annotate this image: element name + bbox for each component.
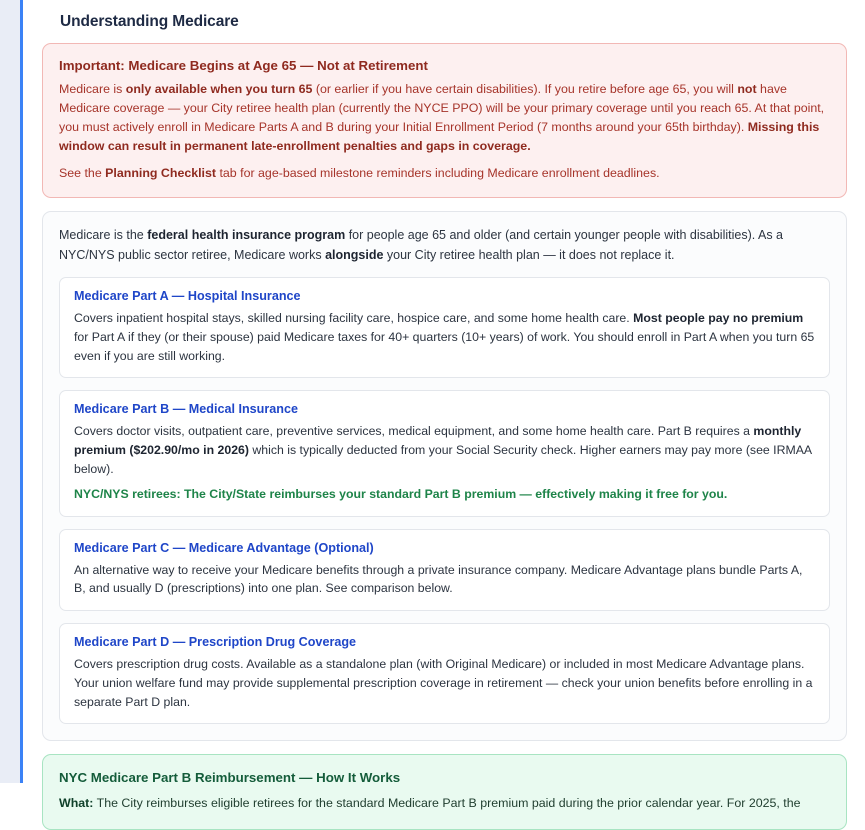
part-d-body: Covers prescription drug costs. Available as a standalone plan (with Original Medicare) or included in most Medicare Advantage plans. Your union welfare fund may provide supplemental prescription coverage in retirement — check your union benefits before enrolling in a separate Part D plan. (74, 657, 813, 709)
alert-paragraph-checklist (59, 164, 830, 183)
part-a-bold1: Most people pay no premium (633, 311, 804, 326)
part-b-title: Medicare Part B — Medical Insurance (74, 402, 298, 417)
part-a-body (74, 309, 815, 365)
intro-bold2: alongside (325, 247, 384, 262)
part-b-seg2: which is typically deducted from your Social Security check. Higher earners may pay more (see IRMAA below). (74, 442, 812, 476)
alert-p1-bold2: not (737, 82, 757, 96)
intro-seg3: your City retiree health plan — it does not replace it. (383, 247, 675, 262)
part-a-seg2: for Part A if they (or their spouse) paid Medicare taxes for 40+ quarters (10+ years) of work. You should enroll in Part A when you turn 65 even if you are still working. (74, 329, 815, 363)
medicare-overview-card (42, 211, 847, 741)
part-b-seg1: Covers doctor visits, outpatient care, preventive services, medical equipment, and some home health care. Part B requires a (74, 424, 754, 439)
reimbursement-title: NYC Medicare Part B Reimbursement — How It Works (59, 770, 401, 786)
part-b-premium-bold: monthly premium ($202.90/mo in 2026) (74, 424, 802, 457)
content-scroll-pane[interactable] (23, 0, 865, 811)
medicare-part-a-card[interactable] (59, 277, 830, 378)
alert-p2-seg1: See the (59, 166, 106, 181)
part-c-title: Medicare Part C — Medicare Advantage (Optional) (74, 540, 374, 555)
medicare-intro-paragraph (59, 226, 830, 265)
medicare-part-b-card[interactable] (59, 390, 830, 517)
part-c-body: An alternative way to receive your Medicare benefits through a private insurance company. Medicare Advantage plans bundle Parts A, B, and usually D (prescriptions) into one plan. See comparison below. (74, 562, 803, 596)
planning-checklist-reference[interactable]: Planning Checklist (105, 166, 217, 181)
medicare-part-c-card[interactable] (59, 529, 830, 611)
page-title: Understanding Medicare (60, 13, 239, 30)
part-b-reimbursement-note: NYC/NYS retirees: The City/State reimburses your standard Part B premium — effectively making it free for you. (74, 487, 728, 502)
part-a-seg1: Covers inpatient hospital stays, skilled nursing facility care, hospice care, and some home health care. (74, 311, 634, 326)
alert-p1-bold1: only available when you turn 65 (125, 82, 313, 96)
reimbursement-what-text: The City reimburses eligible retirees for the standard Medicare Part B premium paid during the prior calendar year. For 2025, the (93, 796, 801, 811)
part-b-reimbursement-card (42, 754, 847, 830)
part-d-title: Medicare Part D — Prescription Drug Coverage (74, 635, 357, 650)
reimbursement-what-paragraph (59, 794, 830, 813)
important-alert-callout (42, 43, 847, 198)
intro-bold1: federal health insurance program (147, 228, 346, 243)
page-left-gutter (0, 0, 20, 783)
intro-seg1: Medicare is the (59, 228, 148, 243)
alert-paragraph-primary (59, 80, 830, 155)
intro-seg2: for people age 65 and older (and certain younger people with disabilities). As a NYC/NYS public sector retiree, Medicare works (59, 228, 783, 262)
alert-p1-seg1: Medicare is (59, 82, 126, 96)
alert-p1-bold3: Missing this window can result in permanent late-enrollment penalties and gaps in coverage. (59, 119, 820, 153)
alert-title: Important: Medicare Begins at Age 65 — Not at Retirement (59, 58, 428, 73)
alert-p1-seg3: have Medicare coverage — your City retiree health plan (currently the NYCE PPO) will be your primary coverage until you reach 65. At that point, you must actively enroll in Medicare Parts A and B during your Initial Enrollment Period (7 months around your 65th birthday). (59, 82, 825, 134)
alert-p2-seg2: tab for age-based milestone reminders including Medicare enrollment deadlines. (216, 166, 660, 181)
medicare-part-d-card[interactable] (59, 623, 830, 724)
part-b-body (74, 422, 815, 478)
alert-p1-seg2: (or earlier if you have certain disabilities). If you retire before age 65, you will (312, 82, 738, 96)
part-a-title: Medicare Part A — Hospital Insurance (74, 289, 301, 304)
reimbursement-what-label: What: (59, 796, 94, 811)
